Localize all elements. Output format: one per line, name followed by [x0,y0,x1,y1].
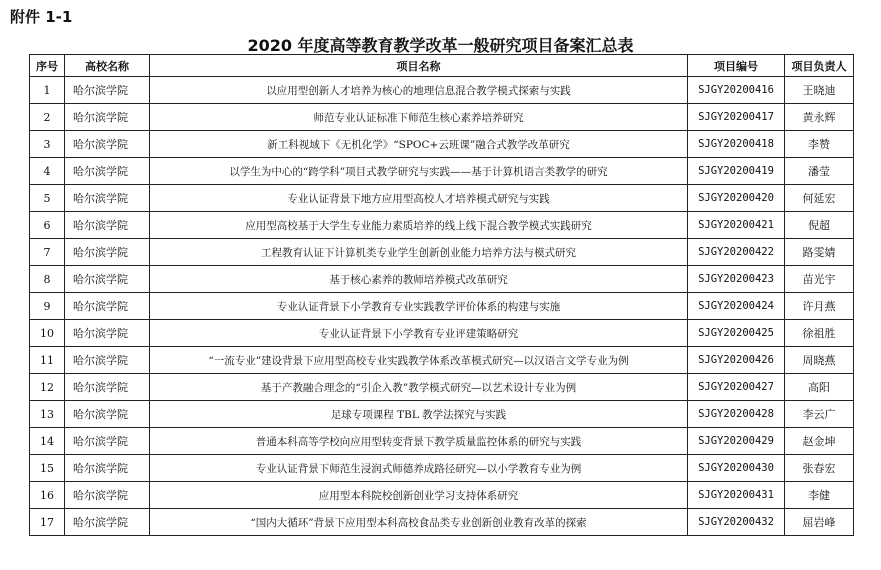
cell-project-leader: 屈岩峰 [785,509,854,536]
table-row [30,293,854,320]
cell-project-leader: 李赞 [785,131,854,158]
cell-school: 哈尔滨学院 [65,509,150,536]
cell-project-code: SJGY20200431 [688,482,785,509]
cell-project-name: “国内大循环”背景下应用型本科高校食品类专业创新创业教育改革的探索 [150,509,688,536]
cell-project-leader: 路雯婧 [785,239,854,266]
cell-school: 哈尔滨学院 [65,158,150,185]
table-row [30,482,854,509]
cell-project-name: 专业认证背景下师范生浸润式师德养成路径研究—以小学教育专业为例 [150,455,688,482]
cell-project-code: SJGY20200424 [688,293,785,320]
cell-project-name: 应用型高校基于大学生专业能力素质培养的线上线下混合教学模式实践研究 [150,212,688,239]
cell-project-code: SJGY20200426 [688,347,785,374]
table-row [30,77,854,104]
table-row [30,131,854,158]
cell-project-name: 专业认证背景下地方应用型高校人才培养模式研究与实践 [150,185,688,212]
cell-school: 哈尔滨学院 [65,185,150,212]
table-row [30,158,854,185]
table-row [30,104,854,131]
cell-seq: 15 [30,455,65,482]
cell-project-code: SJGY20200428 [688,401,785,428]
table-row [30,455,854,482]
column-header-school: 高校名称 [65,55,150,77]
cell-school: 哈尔滨学院 [65,239,150,266]
cell-project-code: SJGY20200427 [688,374,785,401]
cell-project-code: SJGY20200429 [688,428,785,455]
cell-school: 哈尔滨学院 [65,401,150,428]
cell-seq: 8 [30,266,65,293]
column-header-code: 项目编号 [688,55,785,77]
cell-project-code: SJGY20200425 [688,320,785,347]
table-header-row [30,55,854,77]
cell-project-name: 以应用型创新人才培养为核心的地理信息混合教学模式探索与实践 [150,77,688,104]
cell-project-code: SJGY20200430 [688,455,785,482]
cell-project-leader: 赵金坤 [785,428,854,455]
cell-school: 哈尔滨学院 [65,428,150,455]
table-row [30,347,854,374]
table-row [30,374,854,401]
cell-project-name: 应用型本科院校创新创业学习支持体系研究 [150,482,688,509]
cell-school: 哈尔滨学院 [65,455,150,482]
cell-project-name: 基于核心素养的教师培养模式改革研究 [150,266,688,293]
table-row [30,428,854,455]
cell-school: 哈尔滨学院 [65,212,150,239]
cell-project-code: SJGY20200416 [688,77,785,104]
cell-project-leader: 黄永辉 [785,104,854,131]
cell-school: 哈尔滨学院 [65,77,150,104]
cell-seq: 1 [30,77,65,104]
cell-school: 哈尔滨学院 [65,320,150,347]
column-header-leader: 项目负责人 [785,55,854,77]
cell-project-name: 基于产教融合理念的“引企入教”教学模式研究—以艺术设计专业为例 [150,374,688,401]
table-row [30,401,854,428]
column-header-seq: 序号 [30,55,65,77]
cell-project-code: SJGY20200417 [688,104,785,131]
cell-seq: 16 [30,482,65,509]
cell-project-leader: 何延宏 [785,185,854,212]
cell-seq: 10 [30,320,65,347]
cell-seq: 5 [30,185,65,212]
cell-project-code: SJGY20200421 [688,212,785,239]
cell-project-leader: 周晓燕 [785,347,854,374]
project-summary-table [29,54,854,536]
cell-project-leader: 苗光宇 [785,266,854,293]
table-row [30,239,854,266]
cell-project-leader: 许月燕 [785,293,854,320]
cell-project-code: SJGY20200423 [688,266,785,293]
cell-seq: 13 [30,401,65,428]
attachment-label: 附件 1-1 [10,8,73,26]
cell-seq: 2 [30,104,65,131]
cell-project-code: SJGY20200419 [688,158,785,185]
cell-project-name: 以学生为中心的“跨学科”项目式教学研究与实践——基于计算机语言类教学的研究 [150,158,688,185]
cell-seq: 17 [30,509,65,536]
cell-project-leader: 倪超 [785,212,854,239]
cell-project-leader: 李云广 [785,401,854,428]
cell-school: 哈尔滨学院 [65,347,150,374]
cell-seq: 4 [30,158,65,185]
cell-project-code: SJGY20200422 [688,239,785,266]
cell-seq: 14 [30,428,65,455]
page-title: 2020 年度高等教育教学改革一般研究项目备案汇总表 [247,36,634,55]
cell-project-code: SJGY20200432 [688,509,785,536]
cell-seq: 9 [30,293,65,320]
table-row [30,185,854,212]
cell-project-leader: 潘莹 [785,158,854,185]
cell-project-leader: 李健 [785,482,854,509]
cell-project-name: 专业认证背景下小学教育专业实践教学评价体系的构建与实施 [150,293,688,320]
cell-project-code: SJGY20200420 [688,185,785,212]
cell-project-name: 工程教育认证下计算机类专业学生创新创业能力培养方法与模式研究 [150,239,688,266]
cell-project-name: 师范专业认证标准下师范生核心素养培养研究 [150,104,688,131]
cell-school: 哈尔滨学院 [65,266,150,293]
table-row [30,266,854,293]
cell-project-name: 专业认证背景下小学教育专业评建策略研究 [150,320,688,347]
cell-project-name: 足球专项课程 TBL 教学法探究与实践 [150,401,688,428]
cell-project-leader: 王晓迪 [785,77,854,104]
cell-school: 哈尔滨学院 [65,293,150,320]
cell-school: 哈尔滨学院 [65,104,150,131]
cell-school: 哈尔滨学院 [65,374,150,401]
cell-school: 哈尔滨学院 [65,131,150,158]
cell-project-leader: 高阳 [785,374,854,401]
cell-seq: 7 [30,239,65,266]
cell-school: 哈尔滨学院 [65,482,150,509]
cell-project-name: 普通本科高等学校向应用型转变背景下教学质量监控体系的研究与实践 [150,428,688,455]
cell-seq: 6 [30,212,65,239]
table-row [30,509,854,536]
cell-project-leader: 徐祖胜 [785,320,854,347]
cell-project-name: “一流专业”建设背景下应用型高校专业实践教学体系改革模式研究—以汉语言文学专业为例 [150,347,688,374]
table-row [30,320,854,347]
cell-project-leader: 张春宏 [785,455,854,482]
table-row [30,212,854,239]
cell-seq: 11 [30,347,65,374]
cell-seq: 12 [30,374,65,401]
column-header-project: 项目名称 [150,55,688,77]
cell-project-name: 新工科视域下《无机化学》“SPOC+云班课”融合式教学改革研究 [150,131,688,158]
table-body [30,77,854,536]
cell-project-code: SJGY20200418 [688,131,785,158]
cell-seq: 3 [30,131,65,158]
